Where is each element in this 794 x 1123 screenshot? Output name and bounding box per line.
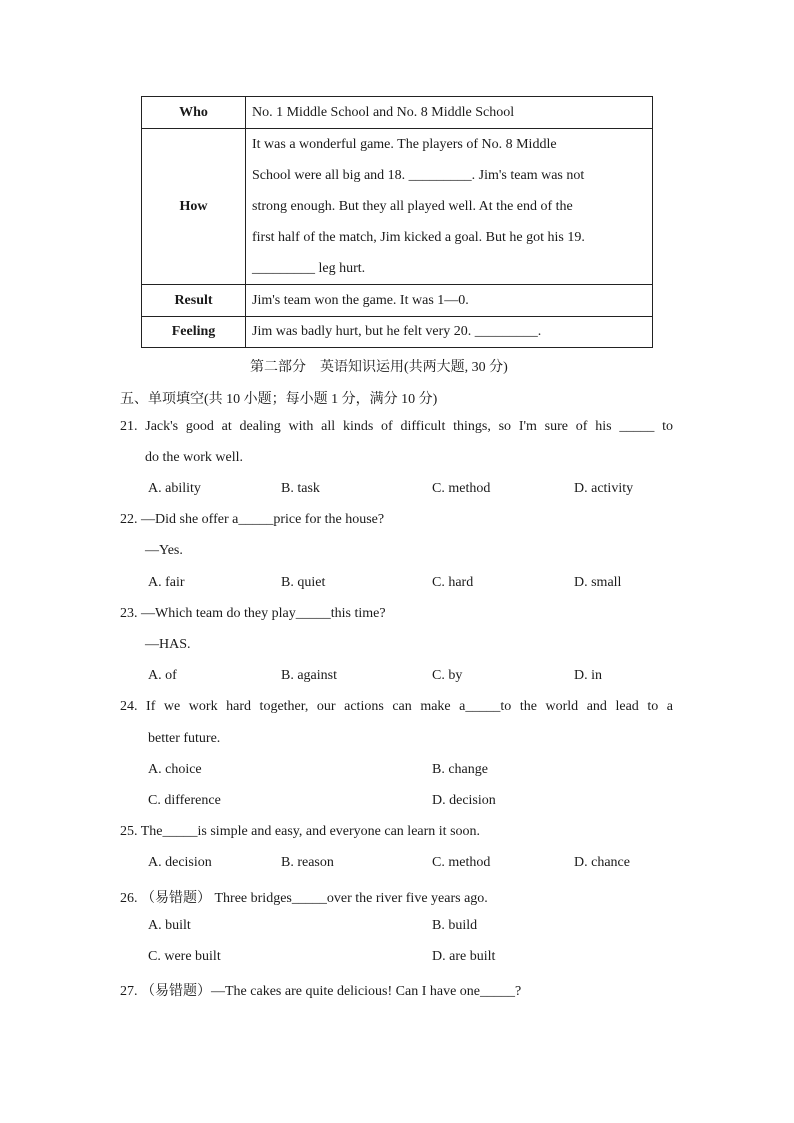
how-line: It was a wonderful game. The players of No. 8 Middle bbox=[252, 137, 557, 152]
row-text-how bbox=[246, 129, 653, 285]
q22-option-c: C. hard bbox=[432, 575, 474, 590]
q21-option-d: D. activity bbox=[574, 481, 634, 496]
table-row bbox=[142, 285, 653, 317]
question-23-stem: 23. —Which team do they play_____this time? bbox=[120, 606, 386, 621]
question-22-stem: 22. —Did she offer a_____price for the house? bbox=[120, 512, 385, 527]
how-line: _________ leg hurt. bbox=[252, 261, 366, 276]
q24-option-b: B. change bbox=[432, 762, 488, 777]
part-title: 五、单项填空(共 10 小题；每小题 1 分，满分 10 分) bbox=[120, 392, 438, 407]
question-23-answer: —HAS. bbox=[145, 637, 191, 652]
q21-option-a: A. ability bbox=[148, 481, 201, 496]
question-26-stem: 26. （易错题） Three bridges_____over the river five years ago. bbox=[120, 891, 488, 906]
q22-option-b: B. quiet bbox=[281, 575, 326, 590]
question-24-stem: 24. If we work hard together, our actions can make a_____to the world and lead to a bbox=[120, 699, 673, 714]
row-head-result: Result bbox=[142, 285, 246, 317]
question-25-stem: 25. The_____is simple and easy, and everyone can learn it soon. bbox=[120, 824, 481, 839]
q24-option-c: C. difference bbox=[148, 793, 221, 808]
row-text-result: Jim's team won the game. It was 1—0. bbox=[246, 285, 653, 317]
how-line: first half of the match, Jim kicked a goal. But he got his 19. bbox=[252, 230, 585, 245]
q24-option-a: A. choice bbox=[148, 762, 202, 777]
row-head-feeling: Feeling bbox=[142, 317, 246, 348]
row-head-how: How bbox=[142, 129, 246, 285]
q24-option-d: D. decision bbox=[432, 793, 496, 808]
table-row bbox=[142, 129, 653, 285]
q23-option-d: D. in bbox=[574, 668, 602, 683]
section-title: 第二部分 英语知识运用(共两大题, 30 分) bbox=[250, 360, 508, 375]
q25-option-b: B. reason bbox=[281, 855, 334, 870]
q23-option-c: C. by bbox=[432, 668, 463, 683]
table-row bbox=[142, 317, 653, 348]
how-line: School were all big and 18. _________. Jim's team was not bbox=[252, 168, 585, 183]
question-21-stem: 21. Jack's good at dealing with all kinds of difficult things, so I'm sure of his _____ to bbox=[120, 419, 673, 434]
how-line: strong enough. But they all played well. At the end of the bbox=[252, 199, 573, 214]
row-text-who: No. 1 Middle School and No. 8 Middle School bbox=[246, 97, 653, 129]
q26-option-b: B. build bbox=[432, 918, 478, 933]
q23-option-a: A. of bbox=[148, 668, 177, 683]
q25-option-d: D. chance bbox=[574, 855, 630, 870]
question-22-answer: —Yes. bbox=[145, 543, 183, 558]
q21-option-b: B. task bbox=[281, 481, 320, 496]
q21-option-c: C. method bbox=[432, 481, 491, 496]
q26-option-c: C. were built bbox=[148, 949, 221, 964]
q25-option-c: C. method bbox=[432, 855, 491, 870]
q26-option-d: D. are built bbox=[432, 949, 496, 964]
row-head-who: Who bbox=[142, 97, 246, 129]
q23-option-b: B. against bbox=[281, 668, 337, 683]
q22-option-a: A. fair bbox=[148, 575, 185, 590]
question-24-stem-cont: better future. bbox=[148, 731, 221, 746]
q22-option-d: D. small bbox=[574, 575, 622, 590]
table-row bbox=[142, 97, 653, 129]
row-text-feeling: Jim was badly hurt, but he felt very 20. _________. bbox=[246, 317, 653, 348]
q26-option-a: A. built bbox=[148, 918, 191, 933]
info-table bbox=[141, 96, 653, 348]
q25-option-a: A. decision bbox=[148, 855, 212, 870]
question-21-stem-cont: do the work well. bbox=[145, 450, 243, 465]
question-27-stem: 27. （易错题）—The cakes are quite delicious! Can I have one_____? bbox=[120, 984, 522, 999]
